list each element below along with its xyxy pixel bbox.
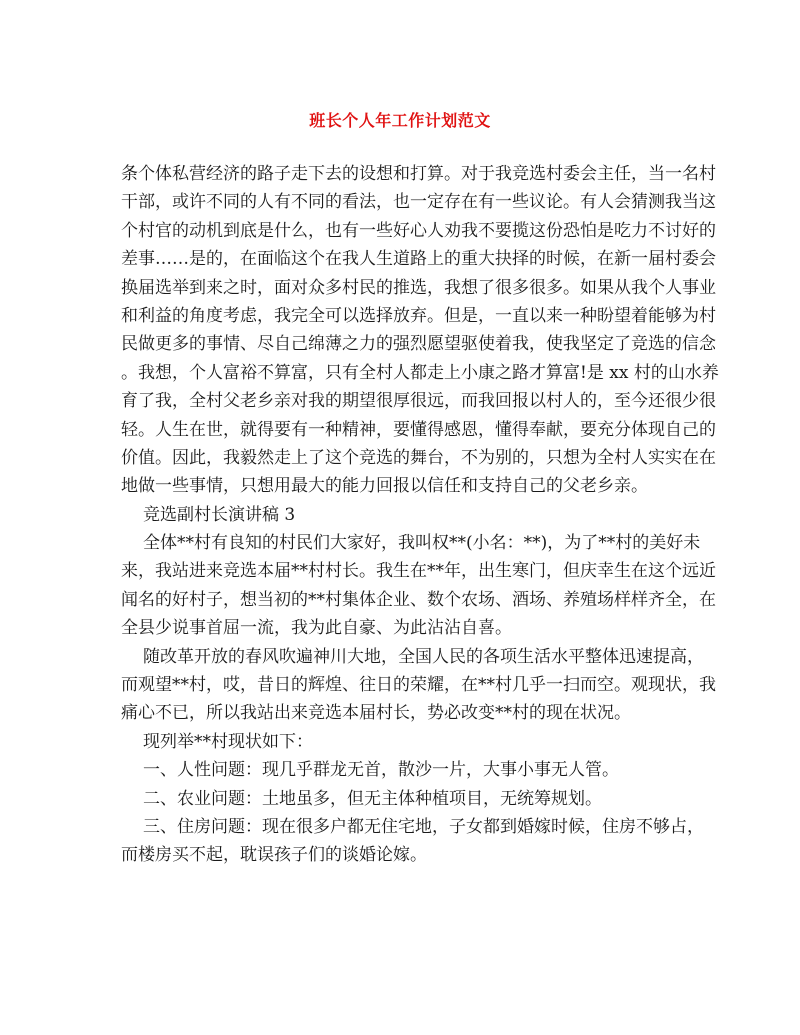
body-line: 现列举**村现状如下：: [143, 731, 313, 752]
body-line: 而楼房买不起，耽误孩子们的谈婚论嫁。: [121, 845, 427, 866]
body-line: 价值。因此，我毅然走上了这个竞选的舞台，不为别的，只想为全村人实实在在: [121, 447, 716, 468]
body-line: 。我想，个人富裕不算富，只有全村人都走上小康之路才算富!是 xx 村的山水养: [121, 362, 719, 383]
body-line: 条个体私营经济的路子走下去的设想和打算。对于我竞选村委会主任，当一名村: [121, 164, 716, 184]
document-title: 班长个人年工作计划范文: [309, 111, 491, 130]
body-line: 全县少说事首屈一流，我为此自豪、为此沾沾自喜。: [121, 618, 512, 639]
body-line: 竞选副村长演讲稿 3: [143, 504, 296, 525]
body-line: 一、人性问题：现几乎群龙无首，散沙一片，大事小事无人管。: [143, 760, 619, 781]
body-line: 闻名的好村子，想当初的**村集体企业、数个农场、酒场、养殖场样样齐全，在: [121, 589, 716, 610]
body-line: 个村官的动机到底是什么，也有一些好心人劝我不要揽这份恐怕是吃力不讨好的: [121, 220, 716, 241]
body-line: 换届选举到来之时，面对众多村民的推选，我想了很多很多。如果从我个人事业: [121, 277, 716, 298]
body-line: 来，我站进来竞选本届**村村长。我生在**年，出生寒门，但庆幸生在这个远近: [121, 561, 716, 582]
body-line: 轻。人生在世，就得要有一种精神，要懂得感恩，懂得奉献，要充分体现自己的: [121, 419, 716, 440]
body-line: 民做更多的事情、尽自己绵薄之力的强烈愿望驱使着我，使我坚定了竞选的信念: [121, 334, 716, 355]
body-line: 随改革开放的春风吹遍神川大地，全国人民的各项生活水平整体迅速提高，: [143, 646, 704, 667]
body-line: 差事……是的，在面临这个在我人生道路上的重大抉择的时候，在新一届村委会: [121, 249, 716, 270]
body-line: 全体**村有良知的村民们大家好，我叫权**(小名：**)，为了**村的美好未: [143, 533, 701, 554]
document-body: [121, 160, 719, 870]
body-line: 而观望**村，哎，昔日的辉煌、往日的荣耀，在**村几乎一扫而空。观现状，我: [121, 675, 716, 696]
body-line: 痛心不已，所以我站出来竞选本届村长，势必改变**村的现在状况。: [121, 703, 631, 724]
body-line: 育了我，全村父老乡亲对我的期望很厚很远，而我回报以村人的，至今还很少很: [121, 391, 716, 412]
body-line: 干部，或许不同的人有不同的看法，也一定存在有一些议论。有人会猜测我当这: [121, 192, 716, 213]
body-line: 地做一些事情，只想用最大的能力回报以信任和支持自己的父老乡亲。: [121, 476, 648, 497]
body-line: 三、住房问题：现在很多户都无住宅地，子女都到婚嫁时候，住房不够占，: [143, 816, 704, 837]
body-line: 二、农业问题：土地虽多，但无主体种植项目，无统筹规划。: [143, 788, 602, 809]
body-line: 和利益的角度考虑，我完全可以选择放弃。但是，一直以来一种盼望着能够为村: [121, 305, 716, 326]
